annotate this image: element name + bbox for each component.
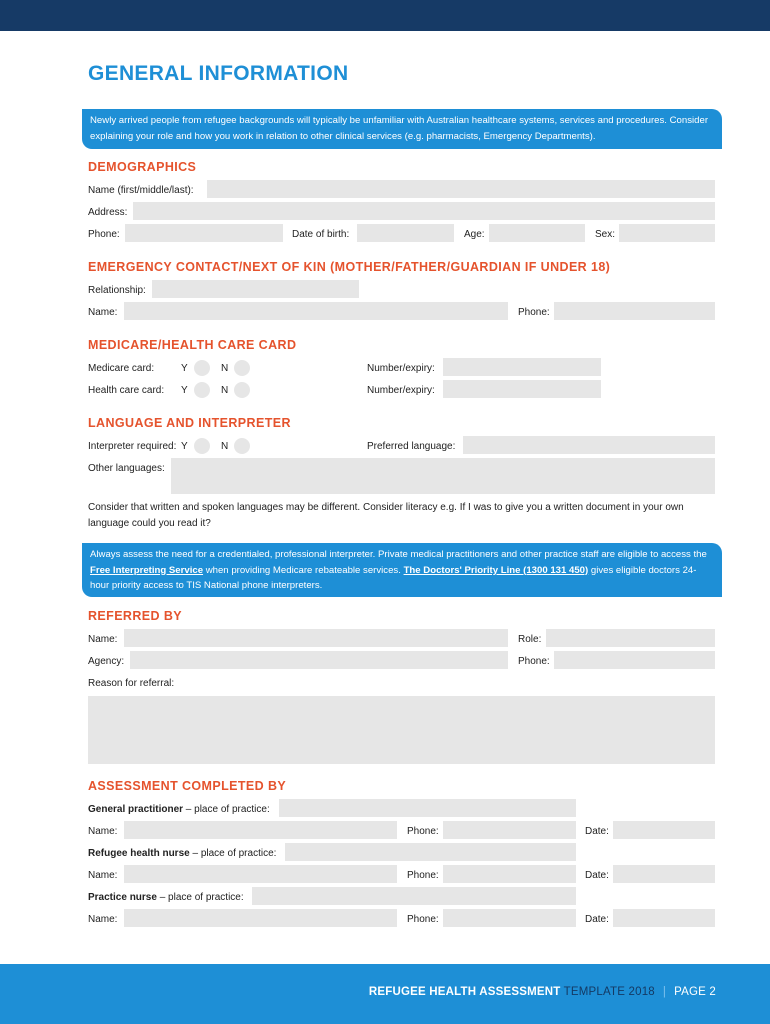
practice-nurse-label-rest: – place of practice:: [156, 892, 244, 903]
interpreter-info-text-1: Always assess the need for a credentialed, professional interpreter. Private medical practitioners and other practice staff are eligible to access the: [90, 549, 707, 560]
address-label: Address:: [88, 207, 128, 218]
emergency-name-field[interactable]: [124, 302, 508, 320]
practice-nurse-label-bold: Practice nurse: [88, 892, 157, 903]
language-heading: LANGUAGE AND INTERPRETER: [88, 416, 291, 430]
practice-nurse-label: [88, 892, 244, 903]
gp-label-bold: General practitioner: [88, 804, 184, 815]
age-label: Age:: [464, 229, 485, 240]
preferred-language-field[interactable]: [463, 436, 715, 454]
referrer-name-label: Name:: [88, 634, 118, 645]
other-languages-label: Other languages:: [88, 463, 165, 474]
dob-label: Date of birth:: [292, 229, 350, 240]
health-card-yes-radio[interactable]: [194, 382, 210, 398]
other-languages-field[interactable]: [171, 458, 715, 494]
preferred-language-label: Preferred language:: [367, 441, 456, 452]
agency-field[interactable]: [130, 651, 508, 669]
emergency-phone-label: Phone:: [518, 307, 550, 318]
interpreter-yes-label: Y: [181, 441, 188, 452]
sex-label: Sex:: [595, 229, 616, 240]
medicare-yes-label: Y: [181, 363, 188, 374]
agency-label: Agency:: [88, 656, 125, 667]
medicare-no-label: N: [221, 363, 229, 374]
age-field[interactable]: [489, 224, 585, 242]
refugee-nurse-phone-label: Phone:: [407, 870, 439, 881]
practice-nurse-phone-label: Phone:: [407, 914, 439, 925]
interpreter-info-box: [82, 543, 722, 597]
refugee-nurse-phone-field[interactable]: [443, 865, 576, 883]
health-card-no-radio[interactable]: [234, 382, 250, 398]
practice-nurse-name-field[interactable]: [124, 909, 397, 927]
health-care-card-label: Health care card:: [88, 385, 165, 396]
relationship-field[interactable]: [152, 280, 359, 298]
referred-heading: REFERRED BY: [88, 609, 182, 623]
medicare-card-label: Medicare card:: [88, 363, 155, 374]
footer-template: TEMPLATE 2018: [563, 986, 655, 998]
reason-label: Reason for referral:: [88, 678, 175, 689]
patient-name-field[interactable]: [207, 180, 715, 198]
interpreter-info-text-3: gives eligible doctors 24-hour priority access to TIS National phone interpreters.: [90, 564, 697, 591]
phone-label: Phone:: [88, 229, 120, 240]
gp-date-label: Date:: [585, 826, 609, 837]
referrer-name-field[interactable]: [124, 629, 508, 647]
page-title: GENERAL INFORMATION: [88, 62, 349, 85]
emergency-heading: EMERGENCY CONTACT/NEXT OF KIN (MOTHER/FATHER/GUARDIAN IF UNDER 18): [88, 260, 611, 274]
practice-nurse-place-field[interactable]: [252, 887, 576, 905]
dob-field[interactable]: [357, 224, 454, 242]
relationship-label: Relationship:: [88, 285, 146, 296]
gp-place-field[interactable]: [279, 799, 576, 817]
health-card-yes-label: Y: [181, 385, 188, 396]
refugee-nurse-label-bold: Refugee health nurse: [88, 848, 190, 859]
free-interpreting-service-link[interactable]: Free Interpreting Service: [90, 564, 204, 576]
medicare-heading: MEDICARE/HEALTH CARE CARD: [88, 338, 297, 352]
gp-name-field[interactable]: [124, 821, 397, 839]
refugee-nurse-label-rest: – place of practice:: [189, 848, 277, 859]
gp-date-field[interactable]: [613, 821, 715, 839]
practice-nurse-date-field[interactable]: [613, 909, 715, 927]
gp-phone-label: Phone:: [407, 826, 439, 837]
referrer-phone-label: Phone:: [518, 656, 550, 667]
name-label: Name (first/middle/last):: [88, 185, 194, 196]
gp-phone-field[interactable]: [443, 821, 576, 839]
referrer-role-label: Role:: [518, 634, 542, 645]
sex-field[interactable]: [619, 224, 715, 242]
interpreter-info-text-2: when providing Medicare rebateable services.: [203, 564, 404, 576]
health-card-number-field[interactable]: [443, 380, 601, 398]
referrer-phone-field[interactable]: [554, 651, 715, 669]
top-bar: [0, 0, 770, 31]
emergency-phone-field[interactable]: [554, 302, 715, 320]
refugee-nurse-date-field[interactable]: [613, 865, 715, 883]
doctors-priority-line-link[interactable]: The Doctors' Priority Line (1300 131 450): [403, 564, 589, 576]
interpreter-no-label: N: [221, 441, 229, 452]
refugee-nurse-date-label: Date:: [585, 870, 609, 881]
interpreter-required-label: Interpreter required:: [88, 441, 177, 452]
address-field[interactable]: [133, 202, 715, 220]
medicare-no-radio[interactable]: [234, 360, 250, 376]
medicare-number-field[interactable]: [443, 358, 601, 376]
refugee-nurse-label: [88, 848, 276, 859]
gp-label-rest: – place of practice:: [183, 804, 270, 815]
footer-separator: |: [662, 986, 667, 998]
reason-field[interactable]: [88, 696, 715, 764]
intro-box: Newly arrived people from refugee backgrounds will typically be unfamiliar with Australian healthcare systems, services and procedures. Consider explaining your role and how you work in relation to other clinical services (e.g. pharmacists, Emergency Departments).: [82, 109, 722, 149]
patient-phone-field[interactable]: [125, 224, 283, 242]
practice-nurse-phone-field[interactable]: [443, 909, 576, 927]
referrer-role-field[interactable]: [546, 629, 715, 647]
health-card-number-label: Number/expiry:: [367, 385, 435, 396]
refugee-nurse-place-field[interactable]: [285, 843, 576, 861]
medicare-yes-radio[interactable]: [194, 360, 210, 376]
refugee-nurse-name-field[interactable]: [124, 865, 397, 883]
interpreter-yes-radio[interactable]: [194, 438, 210, 454]
interpreter-no-radio[interactable]: [234, 438, 250, 454]
demographics-heading: DEMOGRAPHICS: [88, 160, 197, 174]
footer-text: [369, 986, 716, 998]
gp-label: [88, 804, 270, 815]
page-number: PAGE 2: [674, 986, 716, 998]
language-note: Consider that written and spoken languages may be different. Consider literacy e.g. If I was to give you a written document in your own language could you read it?: [88, 502, 684, 529]
medicare-number-label: Number/expiry:: [367, 363, 435, 374]
assessment-heading: ASSESSMENT COMPLETED BY: [88, 779, 287, 793]
refugee-nurse-name-label: Name:: [88, 870, 118, 881]
gp-name-label: Name:: [88, 826, 118, 837]
emergency-name-label: Name:: [88, 307, 118, 318]
practice-nurse-name-label: Name:: [88, 914, 118, 925]
footer-title: REFUGEE HEALTH ASSESSMENT: [368, 986, 561, 998]
practice-nurse-date-label: Date:: [585, 914, 609, 925]
health-card-no-label: N: [221, 385, 229, 396]
footer-bar: [0, 964, 770, 1024]
